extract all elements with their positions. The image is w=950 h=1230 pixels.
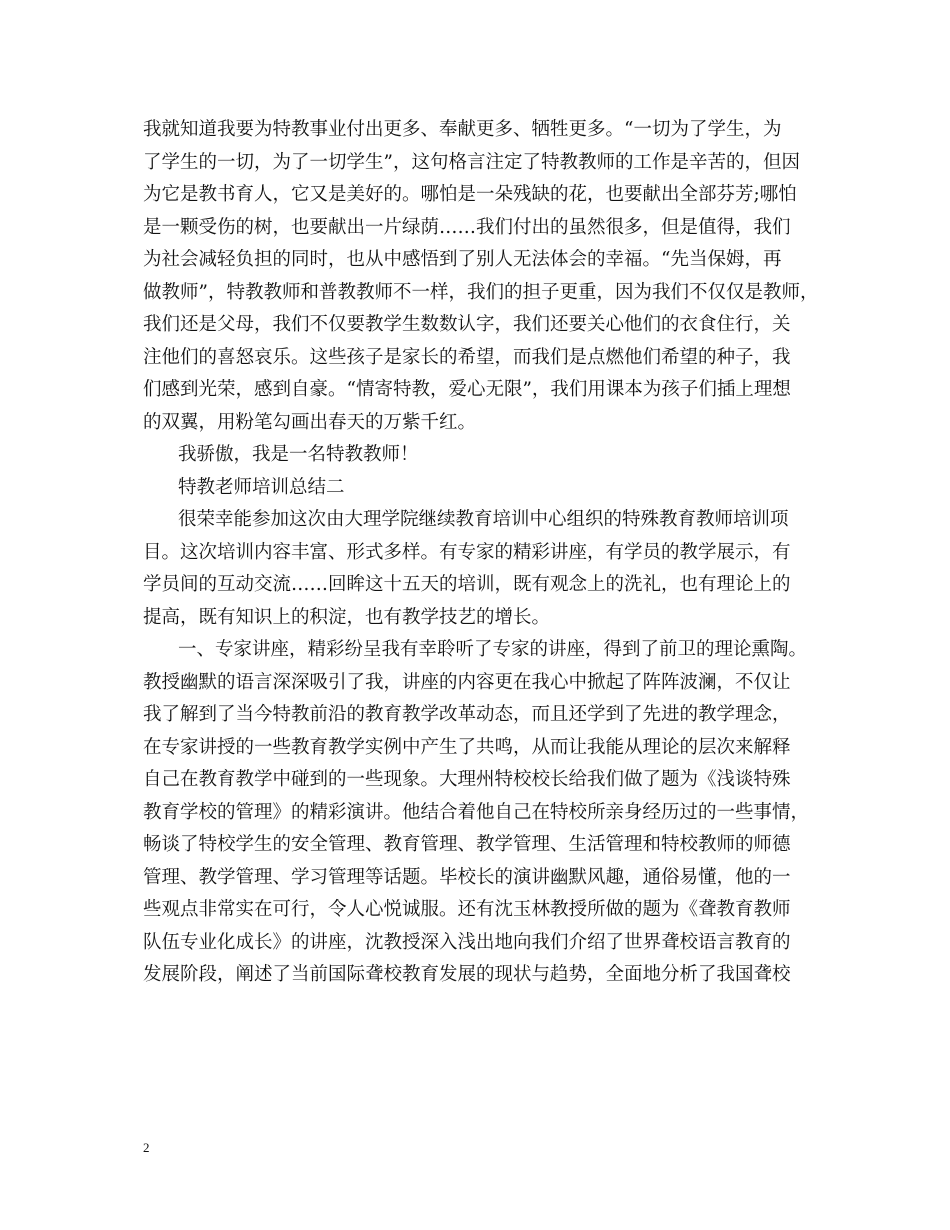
text-line: 提高，既有知识上的积淀，也有教学技艺的增长。 bbox=[143, 607, 551, 628]
text-line: 了学生的一切，为了一切学生”，这句格言注定了特教教师的工作是辛苦的，但因 bbox=[143, 152, 800, 173]
text-line: 我们还是父母，我们不仅要教学生数数认字，我们还要关心他们的衣食住行，关 bbox=[143, 314, 791, 335]
text-line: 在专家讲授的一些教育教学实例中产生了共鸣，从而让我能从理论的层次来解释 bbox=[143, 737, 791, 758]
text-line: 的双翼，用粉笔勾画出春天的万紫千红。 bbox=[143, 412, 477, 433]
text-line: 发展阶段，阐述了当前国际聋校教育发展的现状与趋势，全面地分析了我国聋校 bbox=[143, 964, 791, 985]
text-line: 目。这次培训内容丰富、形式多样。有专家的精彩讲座，有学员的教学展示，有 bbox=[143, 542, 791, 563]
text-line: 队伍专业化成长》的讲座，沈教授深入浅出地向我们介绍了世界聋校语言教育的 bbox=[143, 932, 791, 953]
text-line: 些观点非常实在可行，令人心悦诚服。还有沈玉林教授所做的题为《聋教育教师 bbox=[143, 899, 791, 920]
text-line: 注他们的喜怒哀乐。这些孩子是家长的希望，而我们是点燃他们希望的种子，我 bbox=[143, 347, 791, 368]
text-line: 是一颗受伤的树，也要献出一片绿荫……我们付出的虽然很多，但是值得，我们 bbox=[143, 217, 791, 238]
text-line: 们感到光荣，感到自豪。“情寄特教，爱心无限”，我们用课本为孩子们插上理想 bbox=[143, 379, 791, 400]
text-line: 我了解到了当今特教前沿的教育教学改革动态，而且还学到了先进的教学理念， bbox=[143, 704, 791, 725]
text-line: 教授幽默的语言深深吸引了我，讲座的内容更在我心中掀起了阵阵波澜，不仅让 bbox=[143, 672, 791, 693]
text-line: 为它是教书育人，它又是美好的。哪怕是一朵残缺的花，也要献出全部芬芳;哪怕 bbox=[143, 184, 797, 205]
section-heading: 特教老师培训总结二 bbox=[178, 477, 345, 498]
page-number: 2 bbox=[143, 1140, 150, 1155]
text-line: 我就知道我要为特教事业付出更多、奉献更多、牺牲更多。“一切为了学生，为 bbox=[143, 119, 782, 140]
text-line: 自己在教育教学中碰到的一些现象。大理州特校校长给我们做了题为《浅谈特殊 bbox=[143, 769, 791, 790]
text-line: 畅谈了特校学生的安全管理、教育管理、教学管理、生活管理和特校教师的师德 bbox=[143, 834, 791, 855]
paragraph-line: 很荣幸能参加这次由大理学院继续教育培训中心组织的特殊教育教师培训项 bbox=[178, 509, 789, 530]
text-line: 为社会减轻负担的同时，也从中感悟到了别人无法体会的幸福。“先当保姆，再 bbox=[143, 249, 782, 270]
paragraph-line: 一、专家讲座，精彩纷呈我有幸聆听了专家的讲座，得到了前卫的理论熏陶。 bbox=[178, 639, 808, 660]
text-line: 做教师”，特教教师和普教教师不一样，我们的担子更重，因为我们不仅仅是教师， bbox=[143, 282, 819, 303]
text-line: 管理、教学管理、学习管理等话题。毕校长的演讲幽默风趣，通俗易懂，他的一 bbox=[143, 867, 791, 888]
text-line: 学员间的互动交流……回眸这十五天的培训，既有观念上的洗礼，也有理论上的 bbox=[143, 574, 791, 595]
text-line: 教育学校的管理》的精彩演讲。他结合着他自己在特校所亲身经历过的一些事情， bbox=[143, 802, 810, 823]
paragraph-line: 我骄傲，我是一名特教教师！ bbox=[178, 444, 419, 465]
